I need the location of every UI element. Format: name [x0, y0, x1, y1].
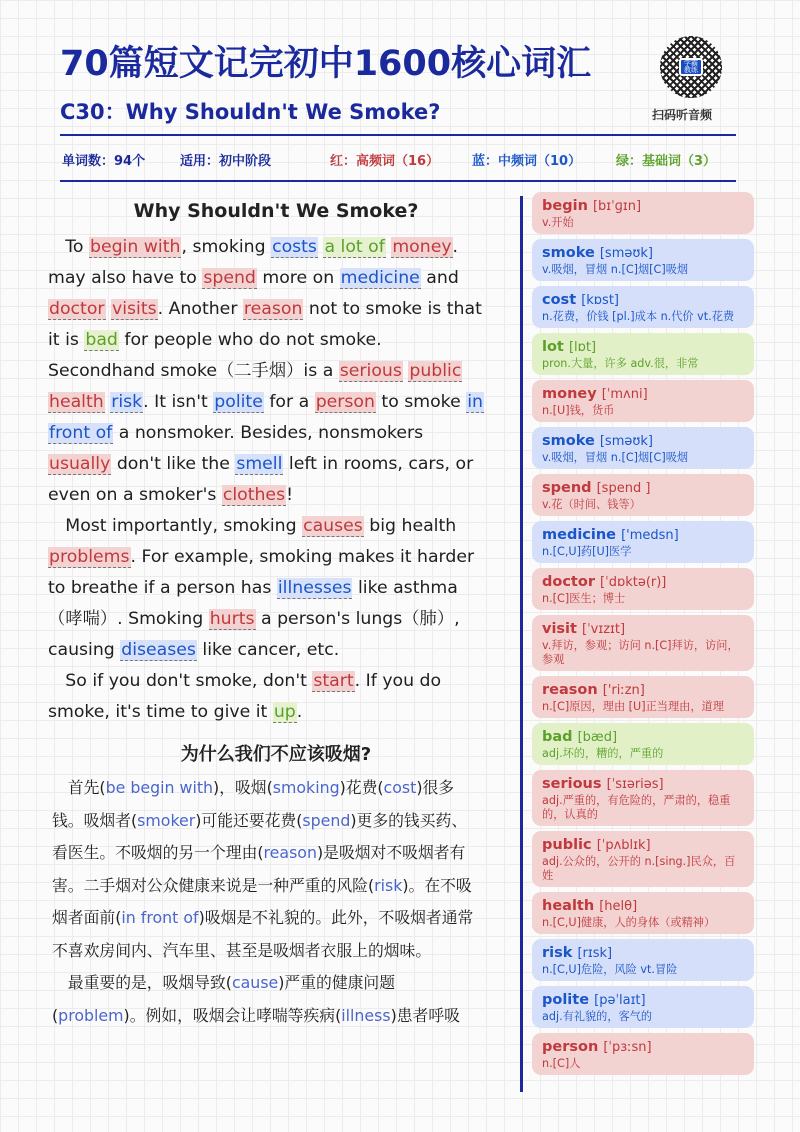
article-line — [48, 697, 504, 728]
vocab-phonetic: [ˈmʌni] — [601, 387, 648, 402]
english-article — [48, 200, 504, 728]
article-text: and — [420, 268, 459, 288]
vocab-headword — [542, 897, 744, 916]
article-text: Most importantly, smoking — [48, 516, 303, 536]
article-text: a nonsmoker. Besides, nonsmokers — [113, 423, 424, 443]
translation-keyword: smoker — [137, 810, 196, 830]
article-text: . — [452, 237, 459, 257]
vocab-definition: n.[U]钱，货币 — [542, 404, 615, 417]
highlighted-word[interactable]: illnesses — [277, 578, 352, 598]
translation-line — [52, 772, 508, 805]
article-text: causing — [48, 640, 121, 660]
article-line — [48, 418, 504, 449]
translation-text: 看医生。不吸烟的另一个理由( — [52, 843, 264, 862]
highlighted-word[interactable]: smell — [236, 454, 283, 474]
translation-text: )。例如，吸烟会让哮喘等疾病( — [123, 1005, 342, 1025]
translation-text: )很多 — [416, 778, 455, 797]
translation-text: )患者呼吸 — [390, 1005, 460, 1025]
article-text: to smoke — [375, 392, 467, 412]
vocab-phonetic: [ˈpʌblɪk] — [596, 838, 651, 853]
highlighted-word[interactable]: public — [409, 361, 462, 381]
vocab-word: smoke — [542, 245, 595, 261]
highlighted-word[interactable]: begin with — [89, 237, 181, 257]
translation-text: )是吸烟对不吸烟者有 — [317, 843, 466, 862]
translation-line — [52, 805, 508, 838]
vocab-phonetic: [sməʊk] — [599, 246, 653, 261]
vocab-word: cost — [542, 292, 577, 308]
vocab-phonetic: [pəˈlaɪt] — [594, 993, 646, 1008]
translation-keyword: cause — [231, 973, 279, 992]
vocab-word: polite — [542, 992, 590, 1008]
vocab-definition: adj.公众的，公开的 n.[sing.]民众，百姓 — [542, 855, 736, 882]
vocab-definition: n.[C]医生；博士 — [542, 592, 626, 605]
article-text: . — [296, 702, 303, 722]
article-title: Why Shouldn't We Smoke? — [133, 200, 419, 222]
translation-keyword: be begin with — [105, 778, 214, 797]
translation-keyword: illness — [341, 1005, 391, 1025]
translation-text: )花费( — [339, 778, 384, 797]
article-text: . Another — [157, 299, 243, 319]
article-line — [48, 666, 504, 697]
translation-keyword: problem — [58, 1005, 124, 1025]
vocab-word: begin — [542, 198, 588, 214]
legend-blue: 蓝：中频词（10） — [472, 154, 582, 169]
article-line — [48, 325, 504, 356]
highlighted-word[interactable]: bad — [85, 330, 118, 350]
highlighted-word[interactable]: spend — [203, 268, 256, 288]
article-line — [48, 449, 504, 480]
highlighted-word[interactable]: start — [313, 671, 354, 691]
vocab-card[interactable] — [532, 568, 754, 610]
vocab-word: bad — [542, 729, 573, 745]
article-text: smoke, it's time to give it — [48, 702, 273, 722]
vocab-headword — [542, 432, 744, 451]
translation-line — [52, 967, 508, 1000]
highlighted-word[interactable]: health — [49, 392, 104, 412]
vocab-word: doctor — [542, 574, 595, 590]
article-text: So if you don't smoke, don't — [48, 671, 313, 691]
vocab-headword — [542, 1038, 744, 1057]
vocab-phonetic: [lɒt] — [568, 340, 597, 355]
vocab-phonetic: [ˈvɪzɪt] — [582, 622, 626, 637]
vocab-card[interactable] — [532, 521, 754, 563]
vocab-word: serious — [542, 776, 602, 792]
translation-line — [52, 1000, 508, 1033]
translation-text: )，吸烟( — [213, 778, 273, 797]
vocabulary-list — [532, 192, 754, 1080]
translation-text: 最重要的是，吸烟导致( — [52, 973, 232, 992]
vocab-definition: v.吸烟，冒烟 n.[C]烟[C]吸烟 — [542, 263, 689, 276]
article-text: may also have to — [48, 268, 203, 288]
article-line — [48, 573, 504, 604]
header-divider-top — [60, 134, 736, 136]
highlighted-word[interactable]: visits — [112, 299, 157, 319]
vocab-card[interactable] — [532, 723, 754, 765]
highlighted-word[interactable]: usually — [49, 454, 111, 474]
vocab-card[interactable] — [532, 831, 754, 887]
article-line — [48, 604, 504, 635]
article-text: to breathe if a person has — [48, 578, 277, 598]
vocab-definition: pron.大量，许多 adv.很，非常 — [542, 357, 699, 370]
vocab-card[interactable] — [532, 192, 754, 234]
vocab-card[interactable] — [532, 286, 754, 328]
vocab-definition: n.[C]原因，理由 [U]正当理由，道理 — [542, 700, 724, 713]
article-text: （哮喘）. Smoking — [48, 609, 209, 629]
article-line — [48, 356, 504, 387]
vocab-headword — [542, 991, 744, 1010]
vocab-word: public — [542, 837, 592, 853]
article-text: a person's lungs（肺）, — [255, 609, 460, 629]
vocab-headword — [542, 338, 744, 357]
highlighted-word[interactable]: person — [315, 392, 375, 412]
vocab-definition: n.[C,U]药[U]医学 — [542, 545, 632, 558]
translation-text: )更多的钱买药、 — [350, 810, 468, 830]
vocab-headword — [542, 944, 744, 963]
vocab-phonetic: [helθ] — [599, 899, 638, 914]
highlighted-word[interactable]: polite — [214, 392, 263, 412]
qr-caption: 扫码听音频 — [652, 108, 713, 122]
vocab-card[interactable] — [532, 1033, 754, 1075]
header-divider-bottom — [60, 180, 736, 182]
article-text: To — [48, 237, 89, 257]
vocab-word: lot — [542, 339, 564, 355]
article-text: for people who do not smoke. — [118, 330, 382, 350]
highlighted-word[interactable]: costs — [272, 237, 317, 257]
highlighted-word[interactable]: in — [467, 392, 483, 412]
lesson-subtitle: C30：Why Shouldn't We Smoke? — [60, 100, 441, 124]
vocab-card[interactable] — [532, 427, 754, 469]
translation-line — [52, 902, 508, 935]
article-text: . If you do — [354, 671, 442, 691]
vocab-phonetic: [spend ] — [596, 481, 651, 496]
article-text: like cancer, etc. — [196, 640, 340, 660]
vocab-definition: n.[C,U]危险，风险 vt.冒险 — [542, 963, 678, 976]
qr-logo: 学霸教练 — [679, 58, 703, 76]
vocab-headword — [542, 479, 744, 498]
highlighted-word[interactable]: money — [392, 237, 452, 257]
highlighted-word[interactable]: serious — [339, 361, 402, 381]
vocab-phonetic: [ˈsɪəriəs] — [606, 777, 664, 792]
translation-text: )。在不吸 — [402, 875, 472, 895]
vocab-card[interactable] — [532, 676, 754, 718]
page-title: 70篇短文记完初中1600核心词汇 — [60, 44, 592, 84]
article-line — [48, 294, 504, 325]
vocab-headword — [542, 728, 744, 747]
vocab-card[interactable] — [532, 615, 754, 671]
translation-keyword: spend — [302, 810, 351, 830]
vocab-headword — [542, 197, 744, 216]
vocab-phonetic: [rɪsk] — [577, 946, 613, 961]
vocab-definition: n.[C,U]健康，人的身体（或精神） — [542, 916, 716, 929]
vocab-word: smoke — [542, 433, 595, 449]
vocab-definition: adj.有礼貌的，客气的 — [542, 1010, 653, 1023]
highlighted-word[interactable]: up — [273, 702, 296, 722]
article-text: more on — [256, 268, 340, 288]
vocab-word: reason — [542, 682, 598, 698]
translation-body — [52, 772, 508, 1032]
vocab-word: risk — [542, 945, 573, 961]
article-text: . It isn't — [143, 392, 214, 412]
article-text: . For example, smoking makes it harder — [130, 547, 475, 567]
vocab-word: person — [542, 1039, 599, 1055]
vocab-phonetic: [ˈpɜːsn] — [603, 1040, 652, 1055]
translation-text: 烟者面前( — [52, 908, 122, 927]
vocab-phonetic: [bɪˈɡɪn] — [592, 199, 642, 214]
vocab-definition: adj.坏的，糟的，严重的 — [542, 747, 664, 760]
translation-text: ( — [52, 1005, 59, 1025]
article-text: it is — [48, 330, 85, 350]
vocab-phonetic: [bæd] — [577, 730, 618, 745]
vocab-headword — [542, 526, 744, 545]
vocab-definition: v.吸烟，冒烟 n.[C]烟[C]吸烟 — [542, 451, 689, 464]
article-text: big health — [363, 516, 457, 536]
translation-text: 不喜欢房间内、汽车里、甚至是吸烟者衣服上的烟味。 — [52, 940, 432, 960]
highlighted-word[interactable]: medicine — [340, 268, 420, 288]
translation-keyword: risk — [374, 875, 403, 895]
legend-red: 红：高频词（16） — [330, 154, 440, 169]
translation-text: 钱。吸烟者( — [52, 810, 138, 830]
vocab-phonetic: ['medsn] — [621, 528, 679, 543]
article-text: Secondhand smoke（二手烟）is a — [48, 361, 339, 381]
article-line — [48, 263, 504, 294]
vocab-definition: adj.严重的，有危险的，严肃的，稳重的，认真的 — [542, 794, 731, 821]
article-line — [48, 635, 504, 666]
translation-keyword: reason — [263, 843, 317, 862]
article-text: ! — [286, 485, 294, 505]
highlighted-word[interactable]: causes — [303, 516, 363, 536]
vocab-headword — [542, 681, 744, 700]
vocab-headword — [542, 385, 744, 404]
vocab-headword — [542, 620, 744, 639]
vocab-word: money — [542, 386, 597, 402]
vocab-card[interactable] — [532, 770, 754, 826]
highlighted-word[interactable]: hurts — [209, 609, 255, 629]
article-text: for a — [263, 392, 315, 412]
legend-green: 绿：基础词（3） — [616, 154, 717, 169]
vocab-headword — [542, 775, 744, 794]
vocab-card[interactable] — [532, 474, 754, 516]
highlighted-word[interactable]: a lot of — [324, 237, 385, 257]
vocab-definition: v.拜访，参观；访问 n.[C]拜访，访问，参观 — [542, 639, 739, 666]
article-text: even on a smoker's — [48, 485, 222, 505]
vocab-headword — [542, 244, 744, 263]
highlighted-word[interactable]: clothes — [222, 485, 286, 505]
column-divider — [520, 196, 523, 1092]
highlighted-word[interactable]: diseases — [121, 640, 196, 660]
qr-code-icon[interactable] — [660, 36, 722, 98]
article-text: don't like the — [111, 454, 236, 474]
translation-line — [52, 935, 508, 968]
vocab-card[interactable] — [532, 380, 754, 422]
vocab-word: health — [542, 898, 595, 914]
vocab-headword — [542, 836, 744, 855]
vocab-phonetic: ['riːzn] — [602, 683, 645, 698]
article-text: left in rooms, cars, or — [283, 454, 474, 474]
article-text: , smoking — [181, 237, 272, 257]
vocab-definition: v.开始 — [542, 216, 574, 229]
vocab-definition: n.花费，价钱 [pl.]成本 n.代价 vt.花费 — [542, 310, 735, 323]
highlighted-word[interactable]: doctor — [49, 299, 105, 319]
translation-text: )可能还要花费( — [195, 810, 303, 830]
vocab-phonetic: [kɒst] — [581, 293, 619, 308]
highlighted-word[interactable]: problems — [49, 547, 130, 567]
vocab-card[interactable] — [532, 892, 754, 934]
vocab-definition: n.[C]人 — [542, 1057, 581, 1070]
translation-text: 害。二手烟对公众健康来说是一种严重的风险( — [52, 875, 375, 895]
translation-keyword: cost — [383, 778, 417, 797]
translation-line — [52, 870, 508, 903]
highlighted-word[interactable]: risk — [111, 392, 143, 412]
vocab-card[interactable] — [532, 333, 754, 375]
vocab-definition: v.花（时间、钱等） — [542, 498, 641, 511]
stat-word-count: 单词数：94个 — [62, 154, 146, 169]
article-body — [48, 232, 504, 728]
translation-keyword: in front of — [121, 908, 199, 927]
vocab-headword — [542, 291, 744, 310]
vocab-headword — [542, 573, 744, 592]
translation-text: )严重的健康问题 — [278, 973, 396, 992]
translation-text: )吸烟是不礼貌的。此外，不吸烟者通常 — [198, 908, 474, 927]
vocab-card[interactable] — [532, 239, 754, 281]
article-text: like asthma — [352, 578, 458, 598]
vocab-word: spend — [542, 480, 592, 496]
vocab-phonetic: [ˈdɒktə(r)] — [600, 575, 667, 590]
article-text: not to smoke is that — [303, 299, 482, 319]
translation-line — [52, 837, 508, 870]
vocab-phonetic: [sməʊk] — [599, 434, 653, 449]
article-line — [48, 387, 504, 418]
highlighted-word[interactable]: reason — [243, 299, 303, 319]
stat-level: 适用：初中阶段 — [180, 154, 272, 169]
translation-keyword: smoking — [272, 778, 340, 797]
vocab-word: visit — [542, 621, 577, 637]
article-line — [48, 511, 504, 542]
vocab-card[interactable] — [532, 986, 754, 1028]
vocab-word: medicine — [542, 527, 617, 543]
article-line — [48, 232, 504, 263]
vocab-card[interactable] — [532, 939, 754, 981]
translation-title: 为什么我们不应该吸烟? — [180, 744, 372, 765]
article-line — [48, 542, 504, 573]
translation-text: 首先( — [52, 778, 106, 797]
article-line — [48, 480, 504, 511]
highlighted-word[interactable]: front of — [49, 423, 113, 443]
